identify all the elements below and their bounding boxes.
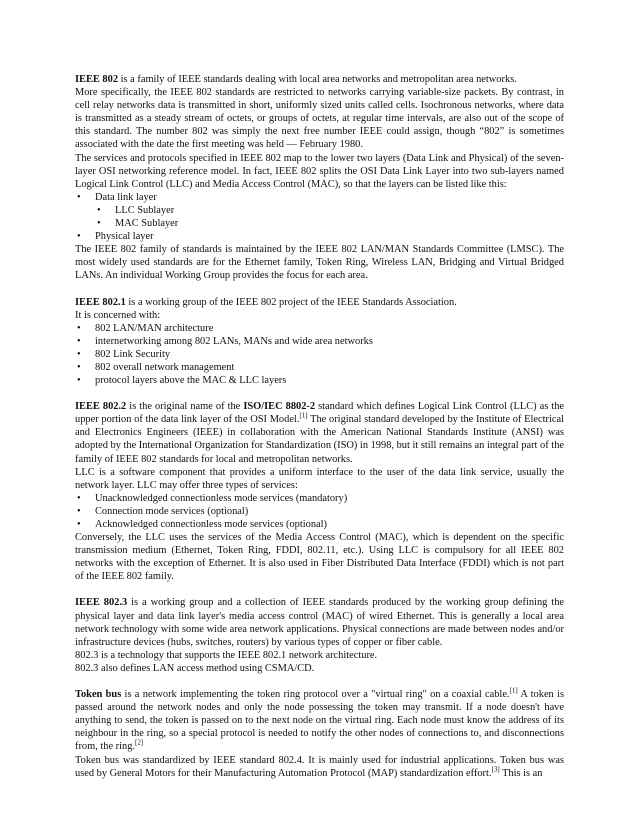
ieee8023-paragraph-1: 802.3 is a technology that supports the IEEE 802.1 network architecture.: [75, 649, 378, 661]
reference-link[interactable]: [3]: [491, 765, 500, 774]
ieee8021-paragraph-1: It is concerned with:: [75, 309, 161, 321]
layer-list-2: [75, 230, 564, 243]
token-bus-intro: Token bus is a network implementing the token ring protocol over a "virtual ring" on a coaxial cable.[1] A token is passed around the network nodes and only the node possessing the token may transmit. If a node doesn't have anything to send, the token is passed on to the next node on the virtual ring. Each node must know the address of its neighbour in the ring, so a special protocol is needed to notify the other nodes of connections to, and disconnections from, the ring.[2]: [75, 686, 564, 753]
iso-standard-term: ISO/IEC 8802-2: [243, 401, 316, 413]
ieee8022-term: IEEE 802.2: [75, 401, 127, 413]
reference-link[interactable]: [2]: [135, 738, 144, 747]
reference-link[interactable]: [1]: [509, 686, 518, 695]
list-item: • 802 LAN/MAN architecture: [75, 322, 564, 335]
ieee802-intro: IEEE 802 is a family of IEEE standards dealing with local area networks and metropolitan area networks.: [75, 74, 517, 85]
sublayer-list: [75, 204, 564, 230]
list-item: • 802 Link Security: [75, 348, 564, 361]
reference-link[interactable]: [1]: [299, 411, 308, 420]
ieee8021-term: IEEE 802.1: [75, 296, 126, 308]
concern-list: [75, 322, 564, 387]
list-item: • 802 overall network management: [75, 361, 564, 374]
ieee8022-intro: IEEE 802.2 is the original name of the ISO/IEC 8802-2 standard which defines Logical Link Control (LLC) as the upper portion of the data link layer of the OSI Model.[1] The original standard developed by the Institute of Electrical and Electronics Engineers (IEEE) in collaboration with the American National Standards Institute (ANSI) was adopted by the International Organization for Standardization (ISO) in 1998, but it still remains an integral part of the family of IEEE 802 standards for local and metropolitan networks.: [75, 401, 565, 465]
list-item: • Connection mode services (optional): [75, 505, 564, 518]
list-item: • Data link layer: [75, 191, 564, 204]
ieee8021-intro: IEEE 802.1 is a working group of the IEEE 802 project of the IEEE Standards Association.: [75, 296, 457, 308]
ieee802-paragraph-3: The IEEE 802 family of standards is maintained by the IEEE 802 LAN/MAN Standards Committee (LMSC). The most widely used standards are for the Ethernet family, Token Ring, Wireless LAN, Bridging and Virtual Bridged LANs. An individual Working Group provides the focus for each area.: [75, 244, 564, 282]
ieee802-paragraph-1: More specifically, the IEEE 802 standards are restricted to networks carrying variable-size packets. By contrast, in cell relay networks data is transmitted in short, uniformly sized units called cells. Isochronous networks, where data is transmitted as a steady stream of octets, or groups of octets, at regular time intervals, are also out of the scope of this standard. The number 802 was simply the next free number IEEE could assign, though “802” is sometimes associated with the date the first meeting was held — February 1980.: [75, 87, 564, 151]
ieee802-paragraph-2: The services and protocols specified in IEEE 802 map to the lower two layers (Data Link and Physical) of the seven-layer OSI networking reference model. In fact, IEEE 802 splits the OSI Data Link Layer into two sub-layers named Logical Link Control (LLC) and Media Access Control (MAC), so that the layers can be listed like this:: [75, 152, 564, 190]
token-bus-term: Token bus: [75, 689, 122, 701]
ieee8022-paragraph-1: LLC is a software component that provides a uniform interface to the user of the data link service, usually the network layer. LLC may offer three types of services:: [75, 466, 564, 491]
list-item: • LLC Sublayer: [75, 204, 564, 217]
list-item: • internetworking among 802 LANs, MANs and wide area networks: [75, 335, 564, 348]
ieee8022-paragraph-2: Conversely, the LLC uses the services of the Media Access Control (MAC), which is dependent on the specific transmission medium (Ethernet, Token Ring, FDDI, 802.11, etc.). Using LLC is compulsory for all IEEE 802 networks with the exception of Ethernet. It is also used in Fiber Distributed Data Interface (FDDI) which is not part of the IEEE 802 family.: [75, 532, 564, 583]
ieee8023-intro: IEEE 802.3 is a working group and a collection of IEEE standards produced by the working group defining the physical layer and data link layer's media access control (MAC) of wired Ethernet. This is generally a local area network technology with some wide area network applications. Physical connections are made between nodes and/or infrastructure devices (hubs, switches, routers) by various types of copper or fiber cable.: [75, 597, 565, 648]
document-body: [75, 73, 564, 780]
list-item: • Unacknowledged connectionless mode services (mandatory): [75, 492, 564, 505]
layer-list: [75, 191, 564, 204]
list-item: • MAC Sublayer: [75, 217, 564, 230]
ieee802-term: IEEE 802: [75, 74, 119, 85]
token-bus-paragraph-1: Token bus was standardized by IEEE standard 802.4. It is mainly used for industrial applications. Token bus was used by General Motors for their Manufacturing Automation Protocol (MAP) standardization effort.[3] This is an: [75, 754, 564, 779]
ieee8023-paragraph-2: 802.3 also defines LAN access method using CSMA/CD.: [75, 662, 315, 674]
list-item: • Physical layer: [75, 230, 564, 243]
ieee8023-term: IEEE 802.3: [75, 597, 128, 609]
list-item: • protocol layers above the MAC & LLC layers: [75, 374, 564, 387]
list-item: • Acknowledged connectionless mode services (optional): [75, 518, 564, 531]
service-list: [75, 492, 564, 531]
